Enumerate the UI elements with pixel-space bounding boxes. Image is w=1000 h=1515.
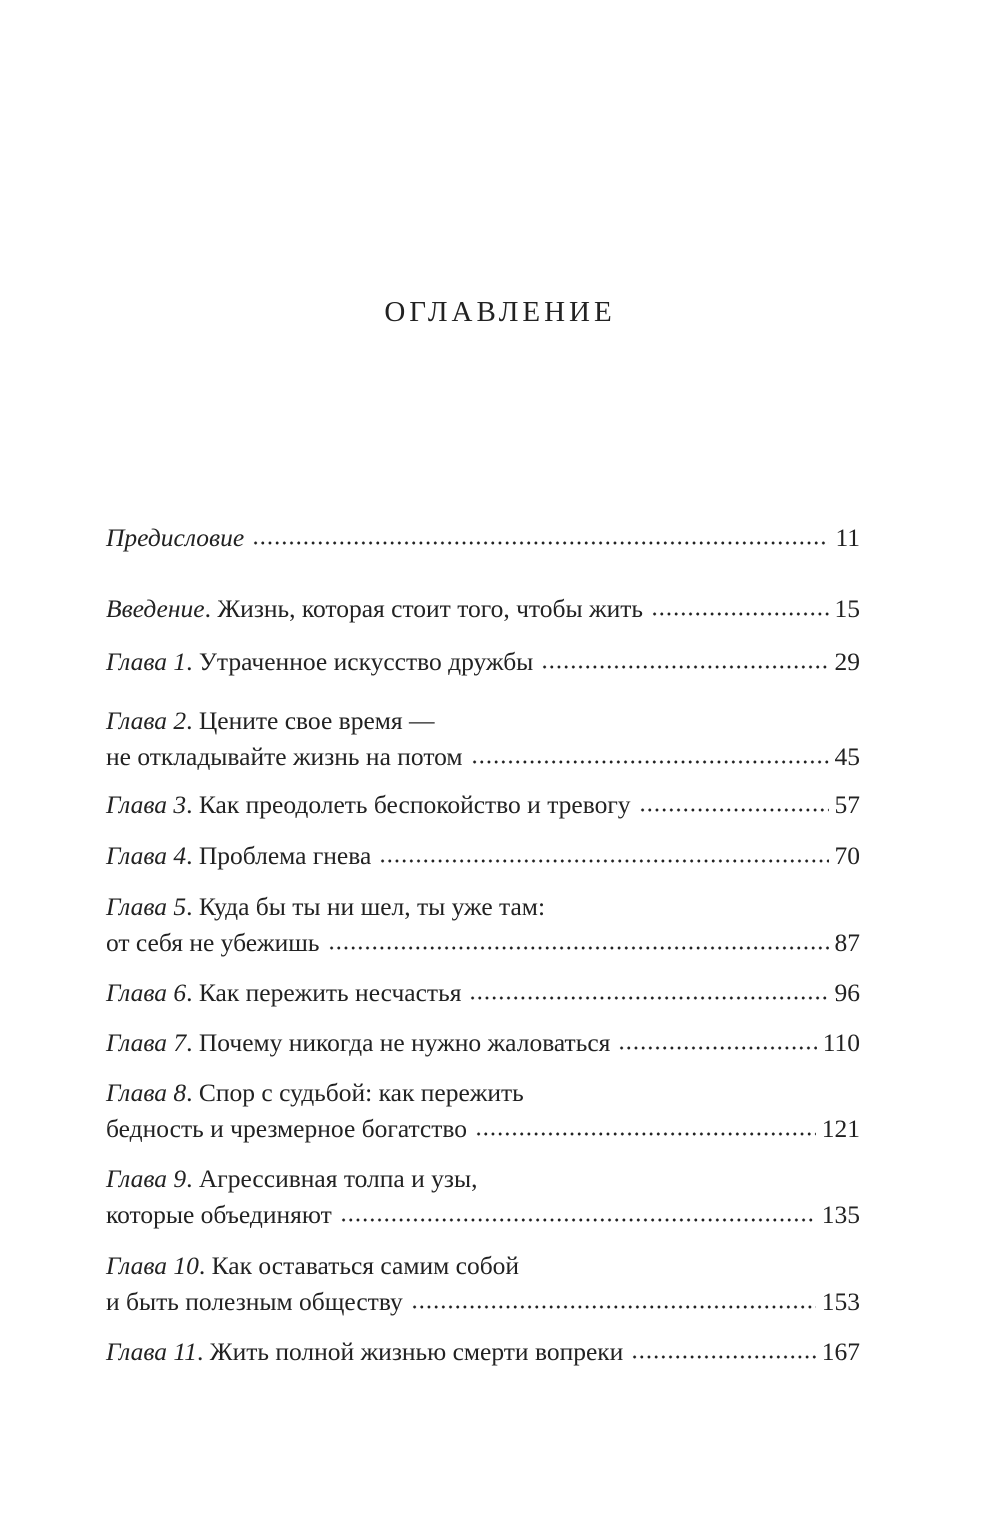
toc-entry-text-line2: от себя не убежишь (106, 928, 320, 957)
toc-entry-text: . Куда бы ты ни шел, ты уже там: (186, 892, 546, 921)
toc-entry-label: Глава 5 (106, 892, 187, 921)
dot-leader (328, 946, 829, 950)
toc-entry-text: . Утраченное искусство дружбы (186, 647, 534, 676)
toc-entry-chapter-8[interactable] (106, 1075, 860, 1147)
toc-entry-text: . Как пережить несчастья (186, 978, 462, 1007)
toc-entry-label: Глава 8 (106, 1078, 187, 1107)
toc-entry-label: Глава 3 (106, 790, 187, 819)
dot-leader (340, 1218, 816, 1222)
toc-entry-text: . Агрессивная толпа и узы, (186, 1164, 478, 1193)
toc-entry-chapter-9[interactable] (106, 1161, 860, 1233)
dot-leader (651, 612, 829, 616)
toc-page-number: 153 (821, 1287, 860, 1316)
toc-entry-label: Глава 6 (106, 978, 187, 1007)
toc-entry-chapter-10[interactable] (106, 1248, 860, 1320)
toc-entry-label: Глава 1 (106, 647, 187, 676)
toc-entry-chapter-3[interactable] (106, 787, 860, 823)
toc-entry-text: . Цените свое время — (186, 706, 435, 735)
toc-page-number: 87 (834, 928, 860, 957)
toc-entry-text-line2: которые объединяют (106, 1200, 332, 1229)
toc-page-number: 70 (834, 841, 860, 870)
dot-leader (541, 665, 828, 669)
toc-entry-text-line2: и быть полезным обществу (106, 1287, 403, 1316)
dot-leader (639, 808, 829, 812)
toc-entry-label: Введение (106, 594, 205, 623)
toc-entry-text: . Как оставаться самим собой (198, 1251, 520, 1280)
dot-leader (252, 541, 829, 545)
dot-leader (618, 1046, 816, 1050)
toc-entry-text: . Жить полной жизнью смерти вопреки (196, 1337, 624, 1366)
dot-leader (379, 859, 828, 863)
toc-page-number: 45 (834, 742, 860, 771)
toc-entry-chapter-7[interactable] (106, 1025, 860, 1061)
toc-page-number: 57 (834, 790, 860, 819)
dot-leader (411, 1305, 816, 1309)
dot-leader (631, 1355, 815, 1359)
toc-title: ОГЛАВЛЕНИЕ (384, 296, 616, 328)
toc-entry-text: . Как преодолеть беспокойство и тревогу (186, 790, 631, 819)
toc-page-number: 29 (834, 647, 860, 676)
toc-page-number: 11 (835, 523, 860, 552)
toc-entry-label: Предисловие (106, 523, 245, 552)
toc-page-number: 121 (821, 1114, 860, 1143)
toc-entry-chapter-6[interactable] (106, 975, 860, 1011)
dot-leader (475, 1132, 816, 1136)
toc-entry-label: Глава 9 (106, 1164, 187, 1193)
toc-entry-text: . Проблема гнева (186, 841, 372, 870)
toc-entry-label: Глава 10 (106, 1251, 199, 1280)
toc-entry-label: Глава 2 (106, 706, 187, 735)
toc-page-number: 135 (821, 1200, 860, 1229)
toc-entry-text-line2: бедность и чрезмерное богатство (106, 1114, 468, 1143)
toc-entry-introduction[interactable] (106, 591, 860, 627)
dot-leader (469, 996, 828, 1000)
toc-page-number: 15 (834, 594, 860, 623)
toc-entry-text: . Жизнь, которая стоит того, чтобы жить (204, 594, 643, 623)
toc-entry-text-line2: не откладывайте жизнь на потом (106, 742, 463, 771)
toc-entry-preface[interactable] (106, 520, 860, 556)
toc-entry-text: . Спор с судьбой: как пережить (186, 1078, 524, 1107)
toc-entry-label: Глава 11 (106, 1337, 197, 1366)
toc-page-number: 96 (834, 978, 860, 1007)
toc-entry-chapter-2[interactable] (106, 703, 860, 775)
toc-page-number: 110 (822, 1028, 860, 1057)
toc-entry-text: . Почему никогда не нужно жаловаться (186, 1028, 611, 1057)
toc-entry-chapter-4[interactable] (106, 838, 860, 874)
toc-entry-chapter-11[interactable] (106, 1334, 860, 1370)
toc-entry-label: Глава 4 (106, 841, 187, 870)
toc-entry-chapter-1[interactable] (106, 644, 860, 680)
dot-leader (471, 760, 829, 764)
toc-entry-label: Глава 7 (106, 1028, 187, 1057)
toc-entry-chapter-5[interactable] (106, 889, 860, 961)
toc-page-number: 167 (821, 1337, 860, 1366)
